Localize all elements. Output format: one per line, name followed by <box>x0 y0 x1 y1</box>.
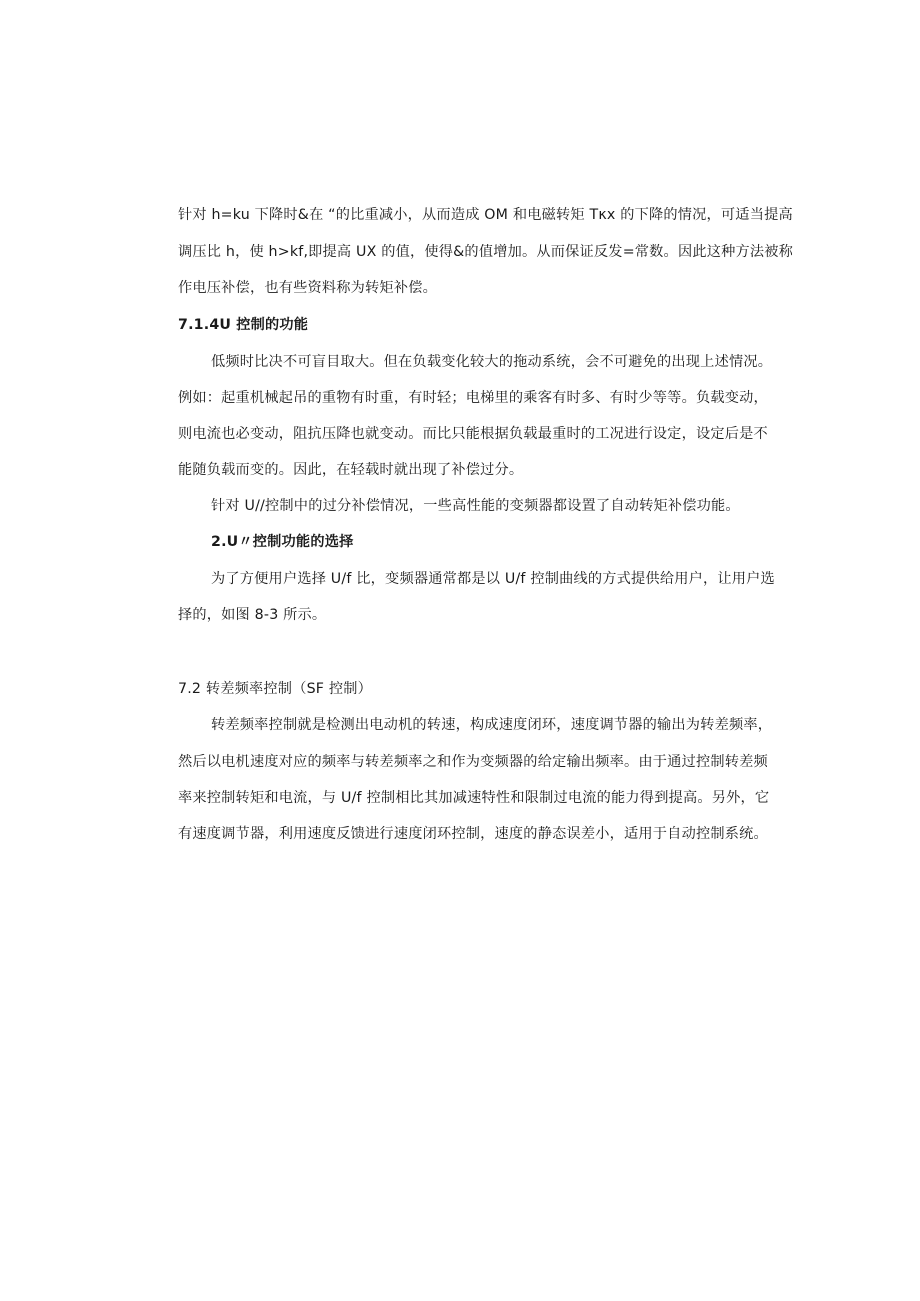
paragraph-2-line-1: 低频时比决不可盲目取大。但在负载变化较大的拖动系统，会不可避免的出现上述情况。 <box>211 354 773 370</box>
section-heading-uf-selection: 2.U〃控制功能的选择 <box>211 534 354 550</box>
paragraph-4-line-2: 择的，如图 8-3 所示。 <box>178 607 327 623</box>
paragraph-5-line-4: 有速度调节器，利用速度反馈进行速度闭环控制，速度的静态误差小，适用于自动控制系统。 <box>178 826 768 842</box>
paragraph-1-line-1: 针对 h=ku 下降时&在 “的比重减小，从而造成 OM 和电磁转矩 Tκx 的下降的情况，可适当提高 <box>178 207 793 223</box>
section-heading-7-1-4: 7.1.4U 控制的功能 <box>178 317 309 333</box>
paragraph-4-line-1: 为了方便用户选择 U/f 比，变频器通常都是以 U/f 控制曲线的方式提供给用户，让用户选 <box>211 571 775 587</box>
paragraph-1-line-3: 作电压补偿，也有些资料称为转矩补偿。 <box>178 280 437 296</box>
paragraph-2-line-2: 例如：起重机械起吊的重物有时重，有时轻；电梯里的乘客有时多、有时少等等。负载变动， <box>178 390 768 406</box>
paragraph-2-line-3: 则电流也必变动，阻抗压降也就变动。而比只能根据负载最重时的工况进行设定，设定后是不 <box>178 426 768 442</box>
paragraph-2-line-4: 能随负载而变的。因此，在轻载时就出现了补偿过分。 <box>178 462 524 478</box>
paragraph-1-line-2: 调压比 h，使 h>kf,即提高 UX 的值，使得&的值增加。从而保证反发=常数。因此这种方法被称 <box>178 244 794 260</box>
section-heading-7-2: 7.2 转差频率控制（SF 控制） <box>178 681 373 697</box>
paragraph-5-line-2: 然后以电机速度对应的频率与转差频率之和作为变频器的给定输出频率。由于通过控制转差频 <box>178 754 768 770</box>
paragraph-5-line-1: 转差频率控制就是检测出电动机的转速，构成速度闭环，速度调节器的输出为转差频率， <box>211 717 773 733</box>
paragraph-3-line-1: 针对 U//控制中的过分补偿情况，一些高性能的变频器都设置了自动转矩补偿功能。 <box>211 498 740 514</box>
paragraph-5-line-3: 率来控制转矩和电流，与 U/f 控制相比其加减速特性和限制过电流的能力得到提高。另外，它 <box>178 790 770 806</box>
